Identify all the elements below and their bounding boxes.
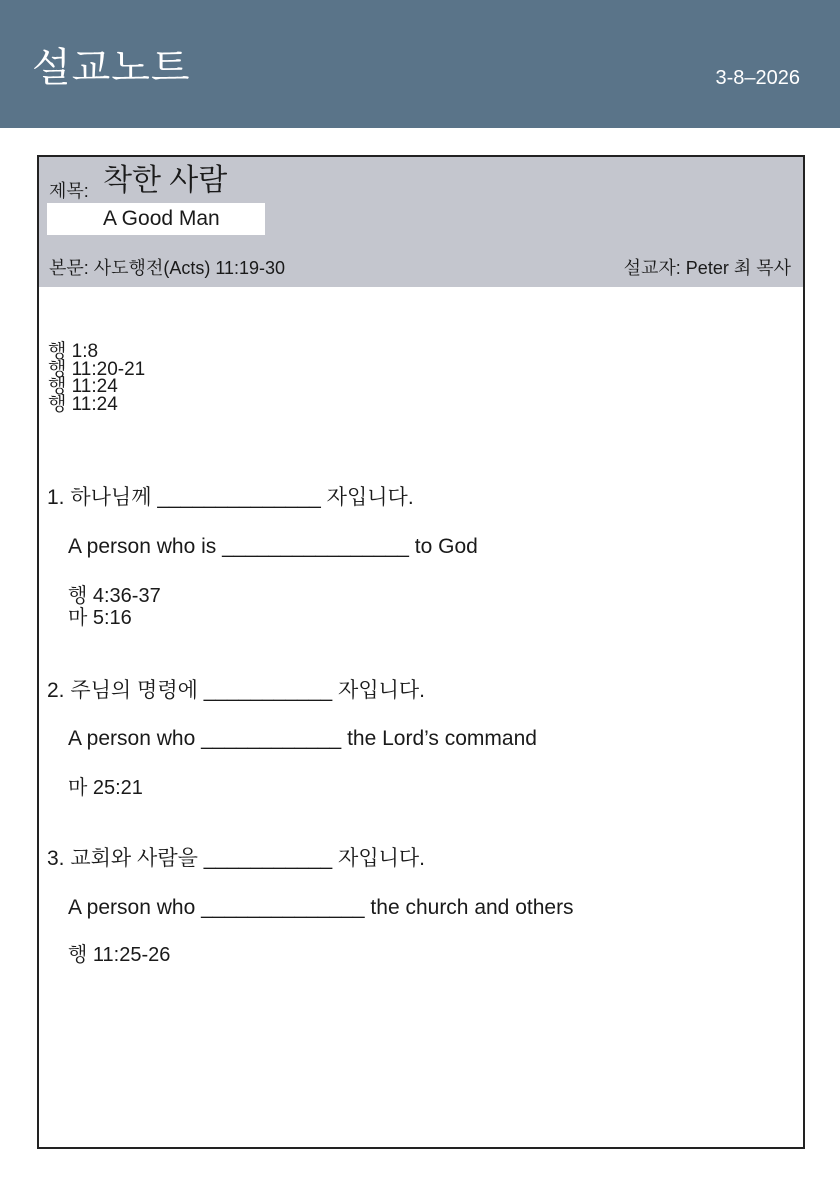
intro-ref: 행 11:24 [48,376,118,397]
point-1-english: A person who is ________________ to God [68,535,478,558]
notes-title: 설교노트 [32,46,191,90]
scripture-passage: 본문: 사도행전(Acts) 11:19-30 [49,258,286,278]
sermon-title: 착한 사람 [103,164,228,197]
sermon-title-english: A Good Man [103,207,220,230]
english-title-box [47,203,265,235]
preacher: 설교자: Peter 최 목사 [623,258,791,278]
notes-frame [37,155,805,1149]
point-1-ref: 행 4:36-37 [68,585,161,607]
intro-ref: 행 11:20-21 [48,358,146,380]
point-2-korean: 2. 주님의 명령에 ___________ 자입니다. [47,679,426,702]
point-3-ref: 행 11:25-26 [68,944,171,966]
sermon-info-panel [39,157,803,287]
point-2-english: A person who ____________ the Lord’s command [68,727,537,750]
intro-ref: 행 11:24 [48,393,118,415]
subject-label: 제목: [49,181,89,201]
point-3-references [68,944,170,966]
intro-references [48,343,145,413]
point-1-korean: 1. 하나님께 ______________ 자입니다. [47,486,414,509]
point-3-english: A person who ______________ the church and others [68,896,574,919]
point-2-ref: 마 25:21 [68,777,143,799]
point-1-references [68,585,161,629]
sermon-date: 3-8–2026 [715,67,800,89]
point-2-references [68,777,143,799]
point-1-ref: 마 5:16 [68,607,132,629]
intro-ref: 행 1:8 [48,341,99,362]
point-3-korean: 3. 교회와 사람을 ___________ 자입니다. [47,847,426,870]
header-bar [0,0,840,128]
